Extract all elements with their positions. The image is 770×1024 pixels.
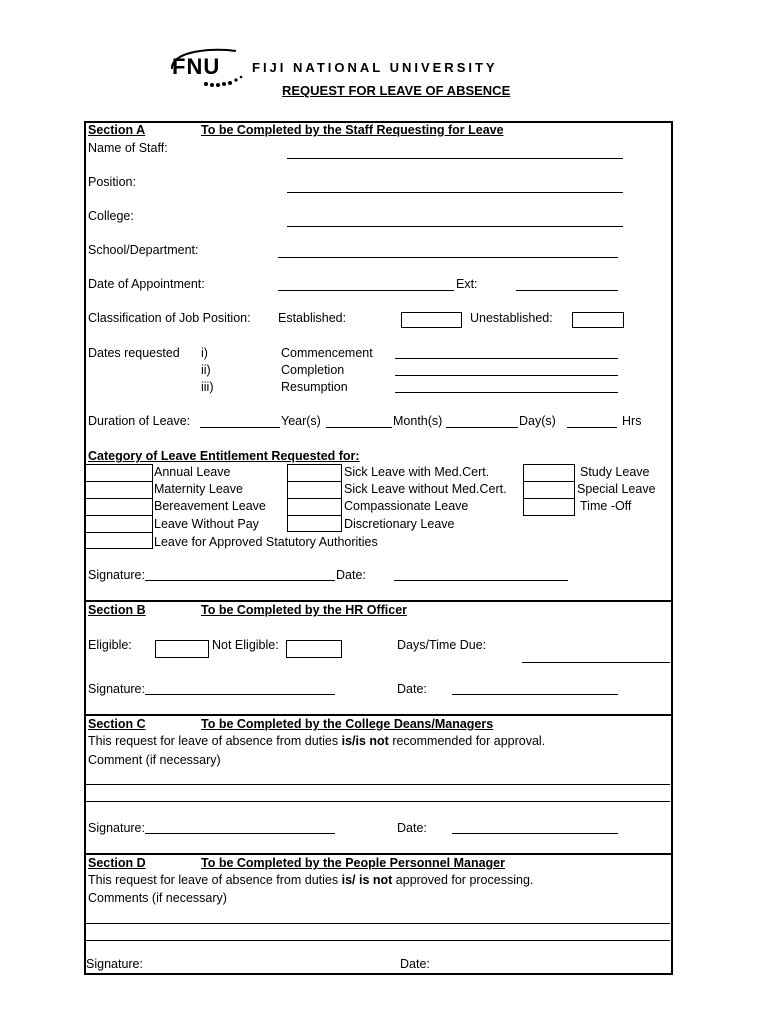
annual-leave-label: Annual Leave xyxy=(154,465,231,479)
roman-2: ii) xyxy=(201,363,211,377)
section-a-divider xyxy=(84,600,671,602)
college-field[interactable] xyxy=(287,226,623,227)
sick-leave-cert-label: Sick Leave with Med.Cert. xyxy=(344,465,490,479)
position-label: Position: xyxy=(88,175,136,189)
section-c-signature-field[interactable] xyxy=(145,833,335,834)
days-due-field[interactable] xyxy=(522,662,670,663)
name-field[interactable] xyxy=(287,158,623,159)
ext-label: Ext: xyxy=(456,277,478,291)
compassionate-leave-checkbox[interactable] xyxy=(287,498,342,515)
leave-without-pay-label: Leave Without Pay xyxy=(154,517,259,531)
roman-1: i) xyxy=(201,346,208,360)
bereavement-leave-checkbox[interactable] xyxy=(85,498,153,515)
section-d-text-post: approved for processing. xyxy=(392,873,534,887)
sick-leave-cert-checkbox[interactable] xyxy=(287,464,342,481)
duration-days-field[interactable] xyxy=(446,427,518,428)
section-c-heading: To be Completed by the College Deans/Managers xyxy=(201,717,494,731)
section-c-label: Section C xyxy=(88,717,146,731)
eligible-checkbox[interactable] xyxy=(155,640,209,658)
section-c-comment-label: Comment (if necessary) xyxy=(88,753,221,767)
resumption-label: Resumption xyxy=(281,380,348,394)
section-c-signature-label: Signature: xyxy=(88,821,145,835)
section-d-text-bold: is/ is not xyxy=(341,873,393,887)
roman-3: iii) xyxy=(201,380,214,394)
section-d-statement xyxy=(88,873,533,887)
section-d-label: Section D xyxy=(88,856,146,870)
annual-leave-checkbox[interactable] xyxy=(85,464,153,481)
dates-requested-label: Dates requested xyxy=(88,346,180,360)
study-leave-checkbox[interactable] xyxy=(523,464,575,481)
sick-leave-nocert-label: Sick Leave without Med.Cert. xyxy=(344,482,507,496)
time-off-checkbox[interactable] xyxy=(523,498,575,516)
hrs-label: Hrs xyxy=(622,414,642,428)
maternity-leave-label: Maternity Leave xyxy=(154,482,243,496)
section-b-heading: To be Completed by the HR Officer xyxy=(201,603,408,617)
logo-text: FNU xyxy=(172,54,221,79)
section-c-statement xyxy=(88,734,545,748)
section-d-comment-line-2[interactable] xyxy=(85,940,670,941)
position-field[interactable] xyxy=(287,192,623,193)
resumption-field[interactable] xyxy=(395,392,618,393)
not-eligible-label: Not Eligible: xyxy=(212,638,279,652)
section-b-date-label: Date: xyxy=(397,682,427,696)
section-c-date-field[interactable] xyxy=(452,833,618,834)
section-b-divider xyxy=(84,714,671,716)
compassionate-leave-label: Compassionate Leave xyxy=(344,499,469,513)
special-leave-checkbox[interactable] xyxy=(523,481,575,498)
section-c-text-post: recommended for approval. xyxy=(388,734,546,748)
duration-label: Duration of Leave: xyxy=(88,414,191,428)
section-b-label: Section B xyxy=(88,603,146,617)
eligible-label: Eligible: xyxy=(88,638,132,652)
school-field[interactable] xyxy=(278,257,618,258)
years-label: Year(s) xyxy=(281,414,321,428)
section-a-date-field[interactable] xyxy=(394,580,568,581)
section-c-comment-line-1[interactable] xyxy=(85,784,670,785)
established-label: Established: xyxy=(278,311,347,325)
section-d-comment-line-1[interactable] xyxy=(85,923,670,924)
unestablished-checkbox[interactable] xyxy=(572,312,624,328)
days-due-label: Days/Time Due: xyxy=(397,638,487,652)
completion-field[interactable] xyxy=(395,375,618,376)
section-b-signature-label: Signature: xyxy=(88,682,145,696)
statutory-leave-label: Leave for Approved Statutory Authorities xyxy=(154,535,378,549)
discretionary-leave-checkbox[interactable] xyxy=(287,515,342,532)
days-label: Day(s) xyxy=(519,414,556,428)
section-d-signature-label: Signature: xyxy=(86,957,143,971)
duration-hrs-field[interactable] xyxy=(567,427,617,428)
bereavement-leave-label: Bereavement Leave xyxy=(154,499,266,513)
section-a-signature-label: Signature: xyxy=(88,568,145,582)
section-a-date-label: Date: xyxy=(336,568,366,582)
section-d-heading: To be Completed by the People Personnel Manager xyxy=(201,856,505,870)
section-c-date-label: Date: xyxy=(397,821,427,835)
section-d-text-pre: This request for leave of absence from duties xyxy=(88,873,342,887)
duration-years-field[interactable] xyxy=(200,427,280,428)
section-d-date-label: Date: xyxy=(400,957,430,971)
appointment-label: Date of Appointment: xyxy=(88,277,205,291)
page-title: REQUEST FOR LEAVE OF ABSENCE xyxy=(282,83,511,98)
school-label: School/Department: xyxy=(88,243,199,257)
special-leave-label: Special Leave xyxy=(577,482,656,496)
section-d-comment-label: Comments (if necessary) xyxy=(88,891,227,905)
unestablished-label: Unestablished: xyxy=(470,311,553,325)
section-c-text-pre: This request for leave of absence from duties xyxy=(88,734,342,748)
section-b-signature-field[interactable] xyxy=(145,694,335,695)
appointment-field[interactable] xyxy=(278,290,454,291)
classification-label: Classification of Job Position: xyxy=(88,311,251,325)
commencement-label: Commencement xyxy=(281,346,373,360)
section-c-comment-line-2[interactable] xyxy=(85,801,670,802)
maternity-leave-checkbox[interactable] xyxy=(85,481,153,498)
college-label: College: xyxy=(88,209,134,223)
sick-leave-nocert-checkbox[interactable] xyxy=(287,481,342,498)
discretionary-leave-label: Discretionary Leave xyxy=(344,517,455,531)
section-a-heading: To be Completed by the Staff Requesting for Leave xyxy=(201,123,504,137)
not-eligible-checkbox[interactable] xyxy=(286,640,342,658)
name-label: Name of Staff: xyxy=(88,141,168,155)
commencement-field[interactable] xyxy=(395,358,618,359)
section-c-text-bold: is/is not xyxy=(341,734,389,748)
completion-label: Completion xyxy=(281,363,345,377)
section-a-signature-field[interactable] xyxy=(145,580,335,581)
duration-months-field[interactable] xyxy=(326,427,392,428)
category-heading: Category of Leave Entitlement Requested for: xyxy=(88,449,360,463)
months-label: Month(s) xyxy=(393,414,443,428)
study-leave-label: Study Leave xyxy=(580,465,650,479)
section-a-label: Section A xyxy=(88,123,146,137)
time-off-label: Time -Off xyxy=(580,499,632,513)
university-name: FIJI NATIONAL UNIVERSITY xyxy=(252,60,498,75)
ext-field[interactable] xyxy=(516,290,618,291)
statutory-leave-checkbox[interactable] xyxy=(85,532,153,549)
section-c-divider xyxy=(84,853,671,855)
established-checkbox[interactable] xyxy=(401,312,462,328)
leave-without-pay-checkbox[interactable] xyxy=(85,515,153,532)
section-b-date-field[interactable] xyxy=(452,694,618,695)
